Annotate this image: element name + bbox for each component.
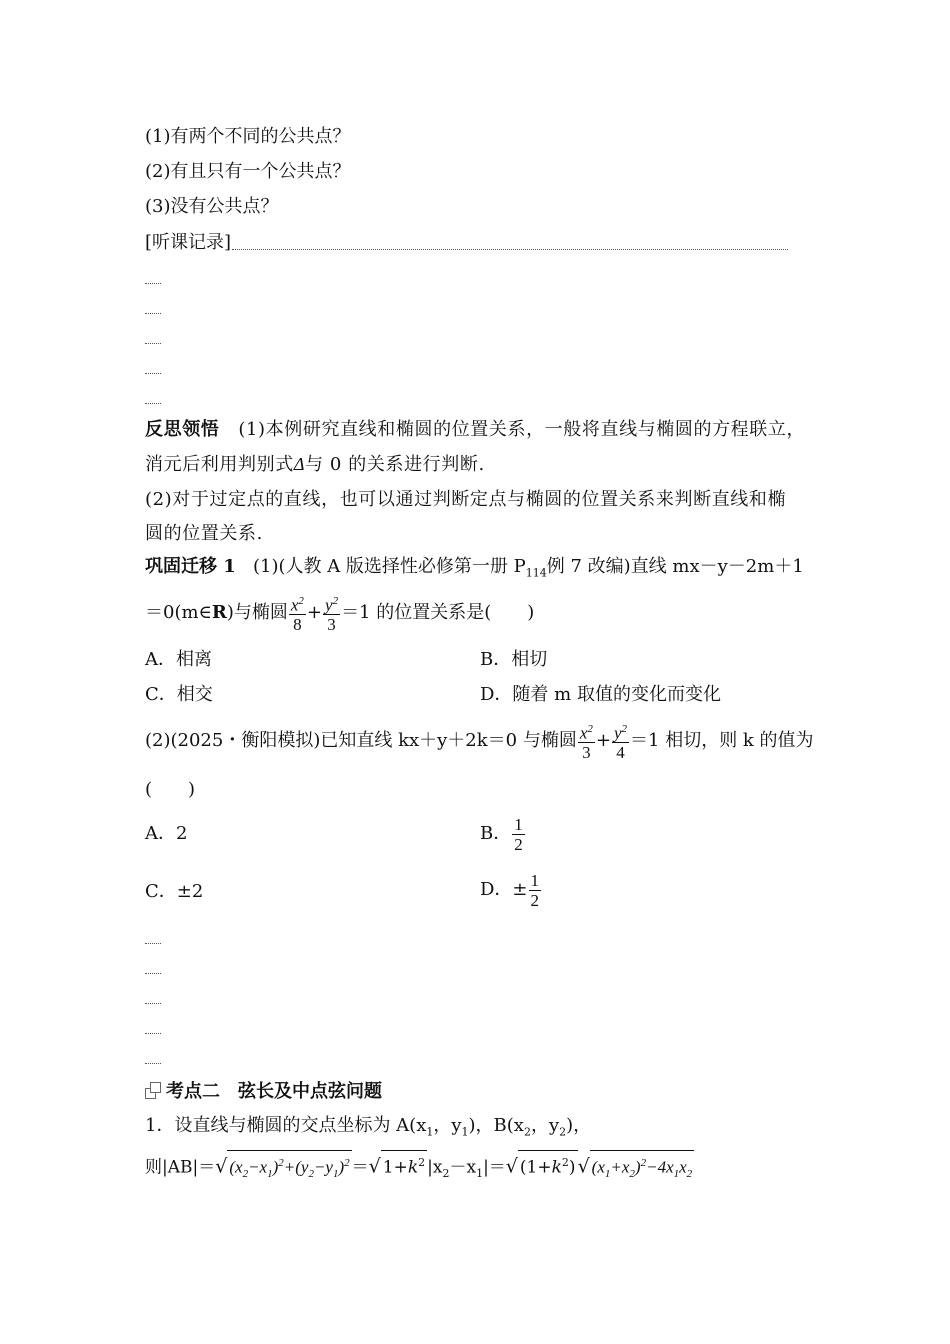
sqrt-term-4: $(x_1+x_2)^2-4x_1x_2$	[590, 1150, 695, 1186]
sqrt-term-1: $(x_2-x_1)^2+(y_2-y_1)^2$	[227, 1150, 351, 1186]
practice-header: 巩固迁移 1 (1)(人教 A 版选择性必修第一册 $P_{114}$例 7 改编)直线 mx－y－2m＋1	[145, 556, 804, 580]
option-c: C．±2	[145, 881, 204, 902]
option-b: B． $\frac{1}{2}$	[480, 814, 523, 854]
question-2: (2)有且只有一个公共点？	[145, 161, 351, 182]
note-line	[145, 972, 161, 974]
question-1: (1)有两个不同的公共点？	[145, 126, 351, 147]
question-3: (3)没有公共点？	[145, 196, 279, 217]
practice-label: 巩固迁移 1	[145, 556, 236, 577]
reflect-label: 反思领悟	[145, 419, 220, 440]
option-a: A．相离	[145, 649, 212, 670]
ellipse-term-x: $\frac{x^2}{3}$	[578, 720, 595, 763]
option-d: D．随着 m 取值的变化而变化	[480, 684, 721, 705]
section-squares-icon	[145, 1082, 163, 1100]
reflect-para-2: 消元后利用判别式Δ与 0 的关系进行判断.	[145, 454, 485, 475]
practice-question-2: (2)(2025・衡阳模拟)已知直线 kx＋y＋2k＝0 与椭圆 $\frac{x^2}{3}$ + $\frac{y^2}{4}$ ＝1 相切，则 k 的值为	[145, 716, 814, 766]
note-line	[145, 942, 161, 944]
notes-label: [听课记录]	[145, 232, 232, 253]
note-line	[145, 312, 161, 314]
ellipse-term-x: $\frac{x^2}{8}$	[289, 592, 306, 635]
section-title: 考点二 弦长及中点弦问题	[145, 1080, 382, 1104]
option-a: A．2	[145, 823, 188, 844]
note-line	[145, 1062, 161, 1064]
note-line	[145, 1002, 161, 1004]
chord-length-formula: 则|AB|＝√ $(x_2-x_1)^2+(y_2-y_1)^2$ ＝√ $1+k^2$ $|x_2-x_1|=√$ $(1+k^2)$ √ $(x_1+x_2)^2-4x_1x_2$	[145, 1150, 694, 1186]
answer-paren: ( )	[145, 779, 196, 800]
notes-rule	[232, 249, 788, 250]
reflect-para-4: 圆的位置关系.	[145, 523, 263, 544]
ellipse-term-y: $\frac{y^2}{3}$	[323, 592, 340, 635]
note-line	[145, 282, 161, 284]
practice-stem-2: ＝0(m∈R)与椭圆 $\frac{x^2}{8}$ + $\frac{y^2}{3}$ ＝1 的位置关系是( )	[145, 588, 534, 638]
note-line	[145, 342, 161, 344]
reflect-para-3: (2)对于过定点的直线，也可以通过判断定点与椭圆的位置关系来判断直线和椭	[145, 489, 787, 510]
sqrt-term-2: $1+k^2$	[381, 1150, 427, 1180]
ellipse-term-y: $\frac{y^2}{4}$	[612, 720, 629, 763]
option-d: D．± $\frac{1}{2}$	[480, 870, 540, 910]
note-line	[145, 1032, 161, 1034]
option-b: B．相切	[480, 649, 548, 670]
section-item-1: 1．设直线与椭圆的交点坐标为 $A(x_1$，$y_1$)，$B(x_2$，$y_2$)，	[145, 1115, 592, 1139]
note-line	[145, 372, 161, 374]
sqrt-term-3: $(1+k^2)$	[518, 1150, 578, 1180]
note-line	[145, 402, 161, 404]
reflect-para-1: 反思领悟 (1)本例研究直线和椭圆的位置关系，一般将直线与椭圆的方程联立，	[145, 419, 806, 440]
option-c: C．相交	[145, 684, 213, 705]
